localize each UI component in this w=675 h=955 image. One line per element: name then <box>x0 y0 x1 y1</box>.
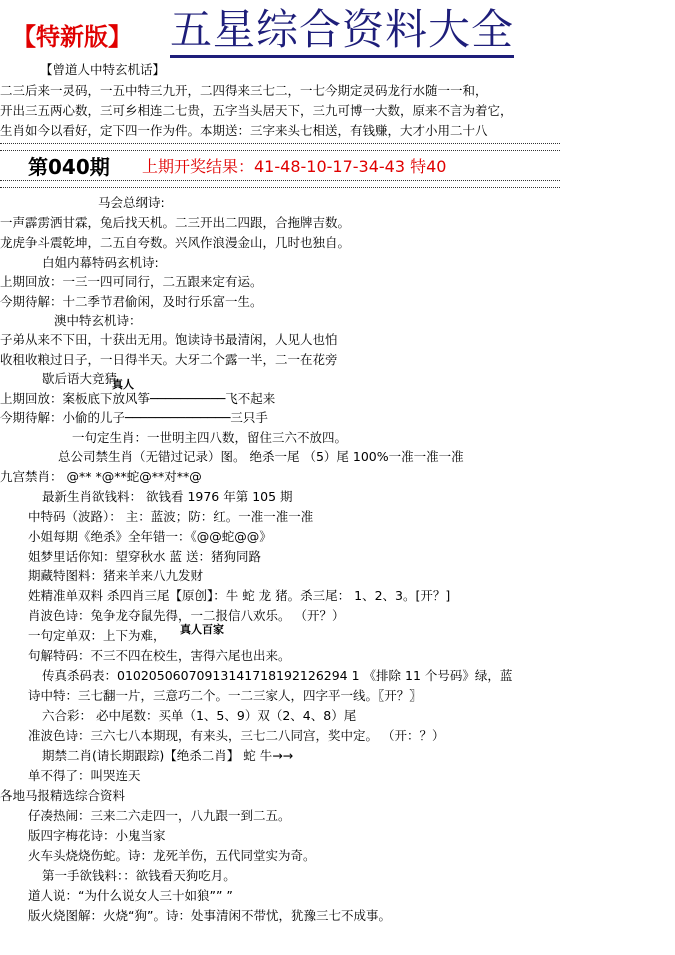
section-heading: 马会总纲诗: <box>98 195 165 210</box>
text-line: 姓精准单双料 杀四肖三尾【原创】：牛 蛇 龙 猪。杀三尾： 1、2、3。[开？] <box>28 588 451 603</box>
text-line: 肖波色诗：兔争龙夺鼠先得，一二报信八欢乐。 （开？） <box>28 608 345 623</box>
text-line: 版火烧图解：火烧“狗”。诗：处事清闲不带忧，犹豫三七不成事。 <box>28 908 391 923</box>
intro-heading: 【曾道人中特玄机话】 <box>40 62 166 77</box>
overlay-text: 真人 <box>112 378 134 391</box>
text-line: 第一手欲钱料：：欲钱看天狗吃月。 <box>42 868 236 883</box>
text-line: 一声霹雳洒甘霖，兔后找天机。二三开出二四跟，合拖牌吉数。 <box>0 215 351 230</box>
text-line: 今期待解：十二季节君偷闲，及时行乐富一生。 <box>0 294 263 309</box>
text-line: 中特码（波路）： 主：蓝波；防：红。一准一准一准 <box>28 509 314 524</box>
page-title: 五星综合资料大全 <box>170 6 514 58</box>
separator <box>0 180 560 188</box>
issue-number: 第040期 <box>28 155 110 179</box>
separator <box>0 143 560 151</box>
text-line: 火车头烧烧伤蛇。诗：龙死羊伤，五代同堂实为奇。 <box>28 848 316 863</box>
text-line: 九宫禁肖： @** *@**蛇@**对**@ <box>0 469 202 484</box>
text-line: 小姐每期《绝杀》全年错一：《@@蛇@@》 <box>28 529 272 544</box>
text-line: 一句定单双：上下为难， <box>28 628 166 643</box>
last-result: 上期开奖结果：41-48-10-17-34-43 特40 <box>142 157 447 176</box>
text-line: 期禁二肖(请长期跟踪)【绝杀二肖】 蛇 牛→→ <box>42 748 294 763</box>
text-line: 单不得了：叫哭连天 <box>28 768 141 783</box>
text-line: 上期回放：一三一四可同行，二五跟来定有运。 <box>0 274 263 289</box>
text-line: 版四字梅花诗：小鬼当家 <box>28 828 166 843</box>
text-line: 句解特码：不三不四在校生，害得六尾也出来。 <box>28 648 291 663</box>
text-line: 最新生肖欲钱料： 欲钱看 1976 年第 105 期 <box>42 489 293 504</box>
overlay-text: 真人百家 <box>180 623 224 636</box>
text-line: 六合彩： 必中尾数：买单（1、5、9）双（2、4、8）尾 <box>42 708 357 723</box>
edition-badge: 【特新版】 <box>12 23 132 51</box>
section-heading: 白姐内幕特码玄机诗: <box>42 255 159 270</box>
text-line: 上期回放：案板底下放风筝──────────飞不起来 <box>0 391 276 406</box>
text-line: 诗中特：三七翻一片，三意巧二个。一二三家人，四字平一线。〖开？〗 <box>28 688 422 703</box>
text-line: 仔凑热闹：三来二六走四一，八九跟一到二五。 <box>28 808 291 823</box>
section-heading: 各地马报精选综合资料 <box>0 788 126 803</box>
text-line: 龙虎争斗震乾坤，二五自夸数。兴风作浪漫金山，几时也独自。 <box>0 235 351 250</box>
text-line: 收租收粮过日子，一日得半天。大牙二个露一半，二一在花旁 <box>0 352 338 367</box>
text-line: 准波色诗：三六七八本期现，有来头，三七二八同宫，奖中定。 （开：？） <box>28 728 445 743</box>
section-heading: 澳中特玄机诗： <box>54 313 142 328</box>
text-line: 期藏特图料：猪来羊来八九发财 <box>28 568 204 583</box>
intro-line: 生肖如今以看好，定下四一作为件。本期送：三字来头七相送，有钱赚，大才小用二十八 <box>0 123 488 138</box>
section-heading: 歇后语大竞猜 <box>42 371 118 386</box>
text-line: 姐梦里话你知：望穿秋水 蓝 送：猪狗同路 <box>28 549 261 564</box>
text-line: 传真杀码表：01020506070913141718192126294 1 《排除 11 个号码》绿，蓝 <box>42 668 513 683</box>
text-line: 总公司禁生肖（无错过记录）图。 绝杀一尾 （5）尾 100%一准一准一准 <box>58 449 464 464</box>
text-line: 今期待解：小偷的儿子──────────────三只手 <box>0 410 268 425</box>
text-line: 道人说：“为什么说女人三十如狼”” ” <box>28 888 233 903</box>
intro-line: 开出三五两心数，三可乡相连二七贵，五字当头居天下，三九可博一大数，原来不言为着它， <box>0 103 513 118</box>
text-line: 子弟从来不下田，十获出无用。饱读诗书最清闲，人见人也怕 <box>0 332 338 347</box>
text-line: 一句定生肖：一世明主四八数，留住三六不放四。 <box>72 430 348 445</box>
intro-line: 二三后来一灵码，一五中特三九开，二四得来三七二，一七今期定灵码龙行水随一一和， <box>0 83 488 98</box>
